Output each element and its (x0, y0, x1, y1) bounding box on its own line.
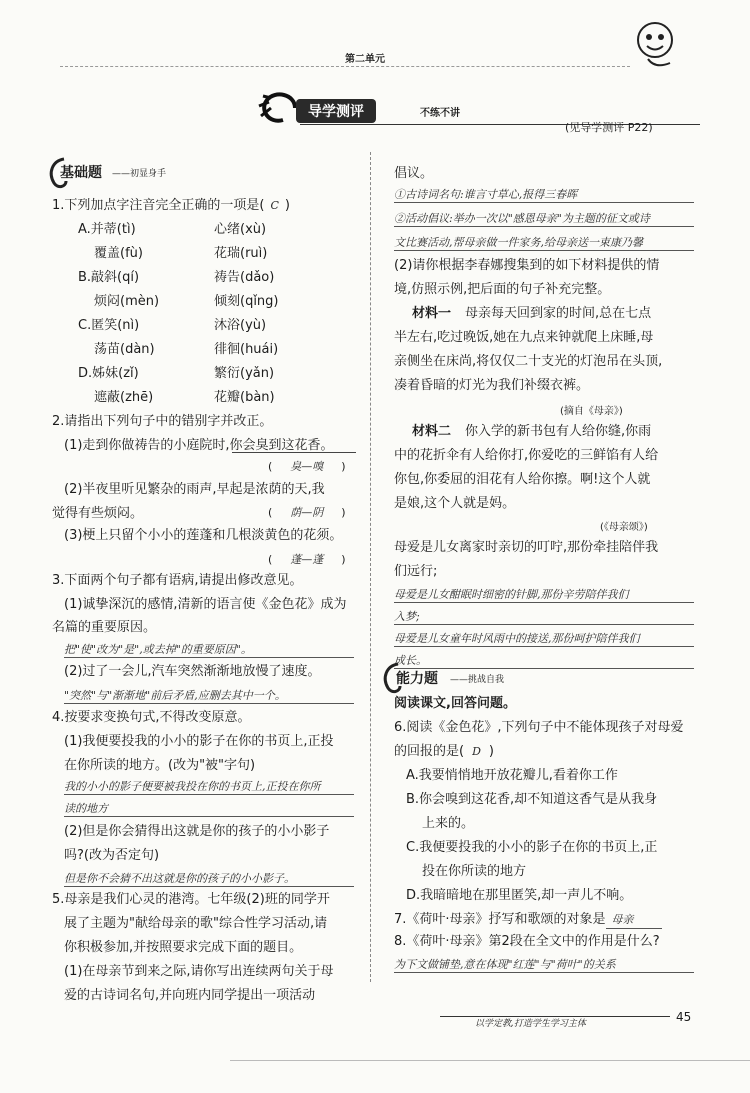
material-1-line-2: 半左右,吃过晚饭,她在九点来钟就爬上床睡,母 (394, 330, 654, 345)
q2-stem: 2.请指出下列句子中的错别字并改正。 (52, 414, 273, 429)
fill-answer-2b: 成长。 (394, 652, 694, 669)
q8-answer: 为下文做铺垫,意在体现"红莲"与"荷叶"的关系 (394, 956, 694, 973)
q3-stem: 3.下面两个句子都有语病,请提出修改意见。 (52, 573, 303, 588)
material-1-line-1: 材料一 母亲每天回到家的时间,总在七点 (412, 306, 652, 321)
q4-sentence-1b: 在你所读的地方。(改为"被"字句) (64, 758, 256, 773)
q6-option-c-1: C.我便要投我的小小的影子在你的书页上,正 (406, 840, 658, 855)
q3-sentence-1b: 名篇的重要原因。 (52, 620, 157, 635)
q5-line-4: (1)在母亲节到来之际,请你写出连续两句关于母 (64, 964, 334, 979)
example-line-1: 母爱是儿女离家时亲切的叮咛,那份牵挂陪伴我 (394, 540, 659, 555)
q2-sentence-1: (1)走到你做祷告的小庭院时,你会臭到这花香。 (64, 438, 334, 453)
q7-answer: 母亲 (606, 912, 662, 929)
material-2-line-3: 你包,你委屈的泪花有人给你擦。啊!这个人就 (394, 472, 651, 487)
material-2-source: (《母亲颂》) (600, 522, 648, 533)
q2-sentence-2b: 觉得有些烦闷。 (52, 506, 144, 521)
reference-note: (见导学测评 P22) (565, 121, 653, 134)
q1-option-b-3: 烦闷(mèn) (94, 294, 160, 309)
column-divider (370, 152, 371, 982)
q1-answer: C (270, 199, 279, 212)
q6-option-c-2: 投在你所读的地方 (422, 864, 527, 879)
q1-option-c-4: 徘徊(huái) (214, 342, 279, 357)
q3-sentence-1a: (1)诚挚深沉的感情,清新的语言使《金色花》成为 (64, 597, 347, 612)
ability-section-subtitle: ——挑战自我 (450, 675, 505, 685)
q1-option-a-2: 心绪(xù) (214, 222, 267, 237)
q3-sentence-2: (2)过了一会儿,汽车突然渐渐地放慢了速度。 (64, 664, 321, 679)
q4-sentence-2a: (2)但是你会猜得出这就是你的孩子的小小影子 (64, 824, 330, 839)
q6-answer: D (472, 745, 481, 758)
bottom-edge-line (230, 1060, 750, 1061)
q2-sentence-2a: (2)半夜里听见繁杂的雨声,早起是浓荫的天,我 (64, 482, 325, 497)
q1-option-a-4: 花瑞(ruì) (214, 246, 268, 261)
q6-stem-b: 的回报的是( D ) (394, 744, 494, 759)
header-divider (60, 66, 630, 67)
reading-instruction: 阅读课文,回答问题。 (394, 696, 516, 711)
q6-stem-a: 6.阅读《金色花》,下列句子中不能体现孩子对母爱 (394, 720, 684, 735)
q1-option-b-2: 祷告(dǎo) (214, 270, 275, 285)
page-number: 45 (676, 1010, 692, 1024)
q1-option-d-4: 花瓣(bàn) (214, 390, 275, 405)
q5-line-3: 你积极参加,并按照要求完成下面的题目。 (64, 940, 303, 955)
fill-answer-1b: 入梦; (394, 608, 694, 625)
q2-answer-2: ( 荫—阴 ) (268, 506, 346, 519)
q1-option-c-1: C.匿笑(nì) (78, 318, 140, 333)
material-2-line-2: 中的花折伞有人给你打,你爱吃的三鲜馅有人给 (394, 448, 659, 463)
q1-option-a-3: 覆盖(fù) (94, 246, 143, 261)
q8-stem: 8.《荷叶·母亲》第2段在全文中的作用是什么? (394, 934, 660, 949)
q1-option-d-2: 繁衍(yǎn) (214, 366, 275, 381)
unit-title: 第二单元 (345, 54, 385, 65)
right-line-5a: (2)请你根据李春娜搜集到的如下材料提供的情 (394, 258, 660, 273)
q4-sentence-2b: 吗?(改为否定句) (64, 848, 160, 863)
q1-option-b-4: 倾刻(qǐng) (214, 294, 279, 309)
q6-option-b-1: B.你会嗅到这花香,却不知道这香气是从我身 (406, 792, 658, 807)
right-line-1: 倡议。 (394, 166, 434, 181)
mascot-icon (630, 15, 685, 75)
q6-option-a: A.我要悄悄地开放花瓣儿,看着你工作 (406, 768, 618, 783)
q2-answer-line-1 (232, 452, 356, 453)
example-line-2: 们远行; (394, 564, 438, 579)
q4-answer-2: 但是你不会猜不出这就是你的孩子的小小影子。 (64, 870, 354, 887)
q3-answer-2: "突然"与"渐渐地"前后矛盾,应删去其中一个。 (64, 687, 354, 704)
q1-option-a-1: A.并蒂(tì) (78, 222, 136, 237)
q4-sentence-1a: (1)我便要投我的小小的影子在你的书页上,正投 (64, 734, 334, 749)
right-line-2: ①古诗词名句:谁言寸草心,报得三春晖 (394, 186, 694, 203)
q2-answer-3: ( 蓬—蓬 ) (268, 553, 346, 566)
q3-answer-1: 把"使"改为"是",或去掉"的重要原因"。 (64, 641, 354, 658)
q1-option-d-1: D.姊妹(zǐ) (78, 366, 139, 381)
q4-answer-1b: 读的地方 (64, 800, 354, 817)
basic-section-title: 基础题 (60, 165, 102, 181)
q1-stem: 1.下列加点字注音完全正确的一项是( C ) (52, 198, 290, 213)
q1-option-c-2: 沐浴(yù) (214, 318, 267, 333)
q6-option-b-2: 上来的。 (422, 816, 475, 831)
material-1-source: (摘自《母亲》) (560, 406, 623, 417)
right-line-5b: 境,仿照示例,把后面的句子补充完整。 (394, 282, 611, 297)
q1-option-c-3: 荡苗(dàn) (94, 342, 155, 357)
ability-section-title: 能力题 (396, 671, 438, 687)
right-line-3: ②活动倡议:举办一次以"感恩母亲"为主题的征文或诗 (394, 210, 694, 227)
q4-answer-1a: 我的小小的影子便要被我投在你的书页上,正投在你所 (64, 778, 354, 795)
fill-answer-1a: 母爱是儿女酣眠时细密的针脚,那份辛劳陪伴我们 (394, 586, 694, 603)
material-2-line-1: 材料二 你入学的新书包有人给你缝,你雨 (412, 424, 652, 439)
footer-slogan: 以学定教,打造学生学习主体 (475, 1019, 586, 1029)
material-2-line-4: 是娘,这个人就是妈。 (394, 496, 516, 511)
section-badge: 导学测评 (296, 99, 376, 123)
q5-line-1: 5.母亲是我们心灵的港湾。七年级(2)班的同学开 (52, 892, 330, 907)
q2-sentence-3: (3)梗上只留个小小的莲蓬和几根淡黄色的花须。 (64, 528, 343, 543)
material-1-line-4: 凑着昏暗的灯光为我们补缀衣裤。 (394, 378, 590, 393)
q4-stem: 4.按要求变换句式,不得改变原意。 (52, 710, 251, 725)
fill-answer-2a: 母爱是儿女童年时风雨中的接送,那份呵护陪伴我们 (394, 630, 694, 647)
material-1-line-3: 亲侧坐在床尚,将仅仅二十支光的灯泡吊在头顶, (394, 354, 663, 369)
q5-line-5: 爱的古诗词名句,并向班内同学提出一项活动 (64, 988, 316, 1003)
q5-line-2: 展了主题为"献给母亲的歌"综合性学习活动,请 (64, 916, 328, 931)
q1-option-d-3: 遮蔽(zhē) (94, 390, 154, 405)
basic-section-subtitle: ——初显身手 (112, 169, 167, 179)
badge-subtitle: 不练不讲 (420, 108, 460, 119)
q6-option-d: D.我暗暗地在那里匿笑,却一声儿不响。 (406, 888, 633, 903)
right-line-4: 文比赛活动,帮母亲做一件家务,给母亲送一束康乃馨 (394, 234, 694, 251)
q1-option-b-1: B.敲斜(qí) (78, 270, 140, 285)
q2-answer-1: ( 臭—嗅 ) (268, 460, 346, 473)
q7-stem: 7.《荷叶·母亲》抒写和歌颂的对象是 母亲 (394, 912, 662, 929)
